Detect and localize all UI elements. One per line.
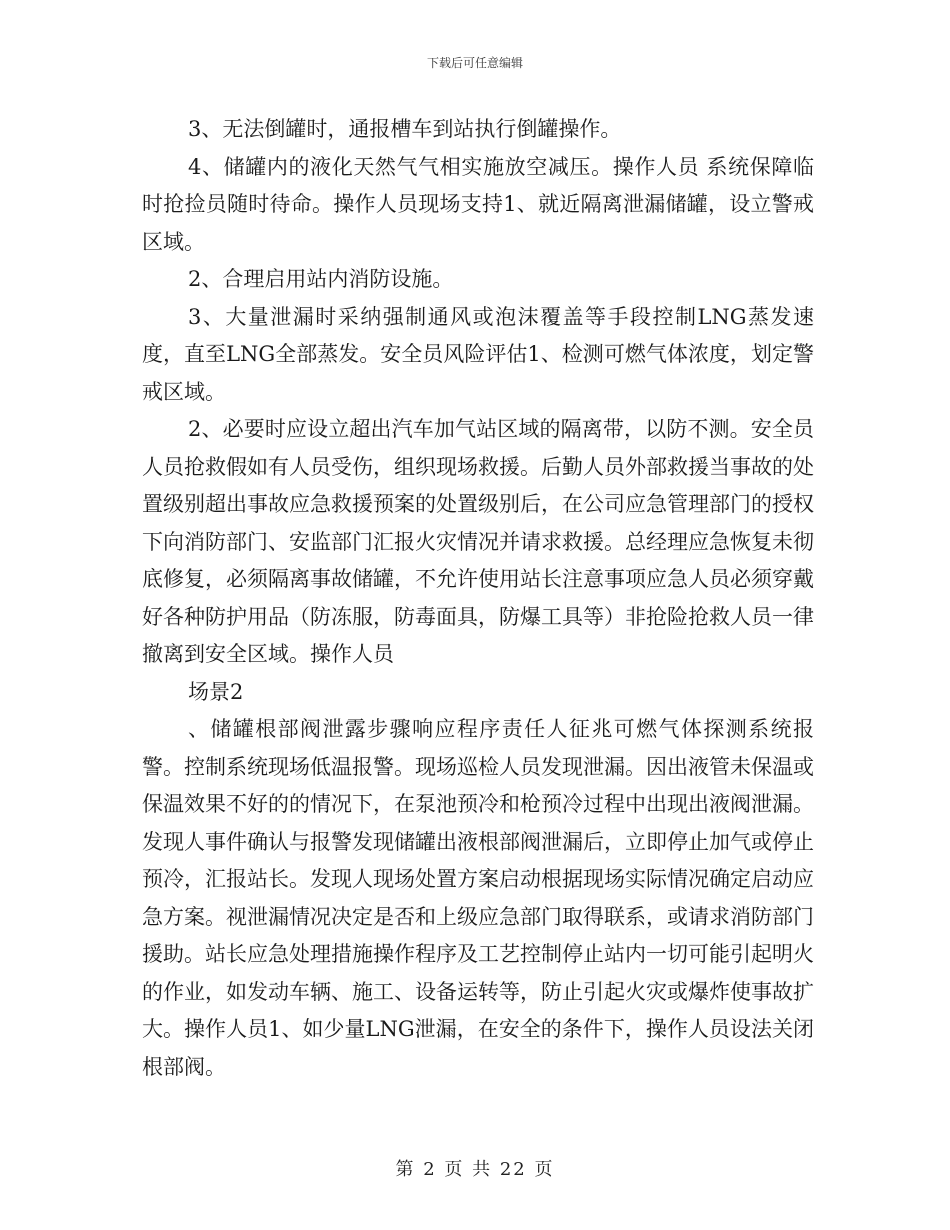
- paragraph-5: 2、必要时应设立超出汽车加气站区域的隔离带，以防不测。安全员人员抢救假如有人员受伤，组织现场救援。后勤人员外部救援当事故的处置级别超出事故应急救援预案的处置级别后，在公司应急管理部门的授权下向消防部门、安监部门汇报火灾情况并请求救援。总经理应急恢复未彻底修复，必须隔离事故储罐，不允许使用站长注意事项应急人员必须穿戴好各种防护用品（防冻服，防毒面具，防爆工具等）非抢险抢救人员一律撤离到安全区域。操作人员: [142, 417, 814, 666]
- scene-heading: 场景2: [188, 679, 244, 704]
- paragraph-2: 4、储罐内的液化天然气气相实施放空减压。操作人员 系统保障临时抢捡员随时待命。操作人员现场支持1、就近隔离泄漏储罐，设立警戒区域。: [142, 154, 814, 254]
- paragraph-6: 、储罐根部阀泄露步骤响应程序责任人征兆可燃气体探测系统报警。控制系统现场低温报警。现场巡检人员发现泄漏。因出液管未保温或保温效果不好的的情况下，在泵池预冷和枪预冷过程中出现出液阀泄漏。发现人事件确认与报警发现储罐出液根部阀泄漏后，立即停止加气或停止预冷，汇报站长。发现人现场处置方案启动根据现场实际情况确定启动应急方案。视泄漏情况决定是否和上级应急部门取得联系，或请求消防部门援助。站长应急处理措施操作程序及工艺控制停止站内一切可能引起明火的作业，如发动车辆、施工、设备运转等，防止引起火灾或爆炸使事故扩大。操作人员1、如少量LNG泄漏，在安全的条件下，操作人员设法关闭根部阀。: [142, 717, 814, 1079]
- paragraph-1: 3、无法倒罐时，通报槽车到站执行倒罐操作。: [188, 117, 622, 141]
- document-body: [142, 111, 814, 1086]
- page-header: 下载后可任意编辑: [426, 56, 523, 70]
- page-number: 第 2 页 共 22 页: [395, 1159, 555, 1180]
- paragraph-3: 2、合理启用站内消防设施。: [188, 267, 454, 291]
- paragraph-4: 3、大量泄漏时采纳强制通风或泡沫覆盖等手段控制LNG蒸发速度，直至LNG全部蒸发。安全员风险评估1、检测可燃气体浓度，划定警戒区域。: [142, 304, 814, 404]
